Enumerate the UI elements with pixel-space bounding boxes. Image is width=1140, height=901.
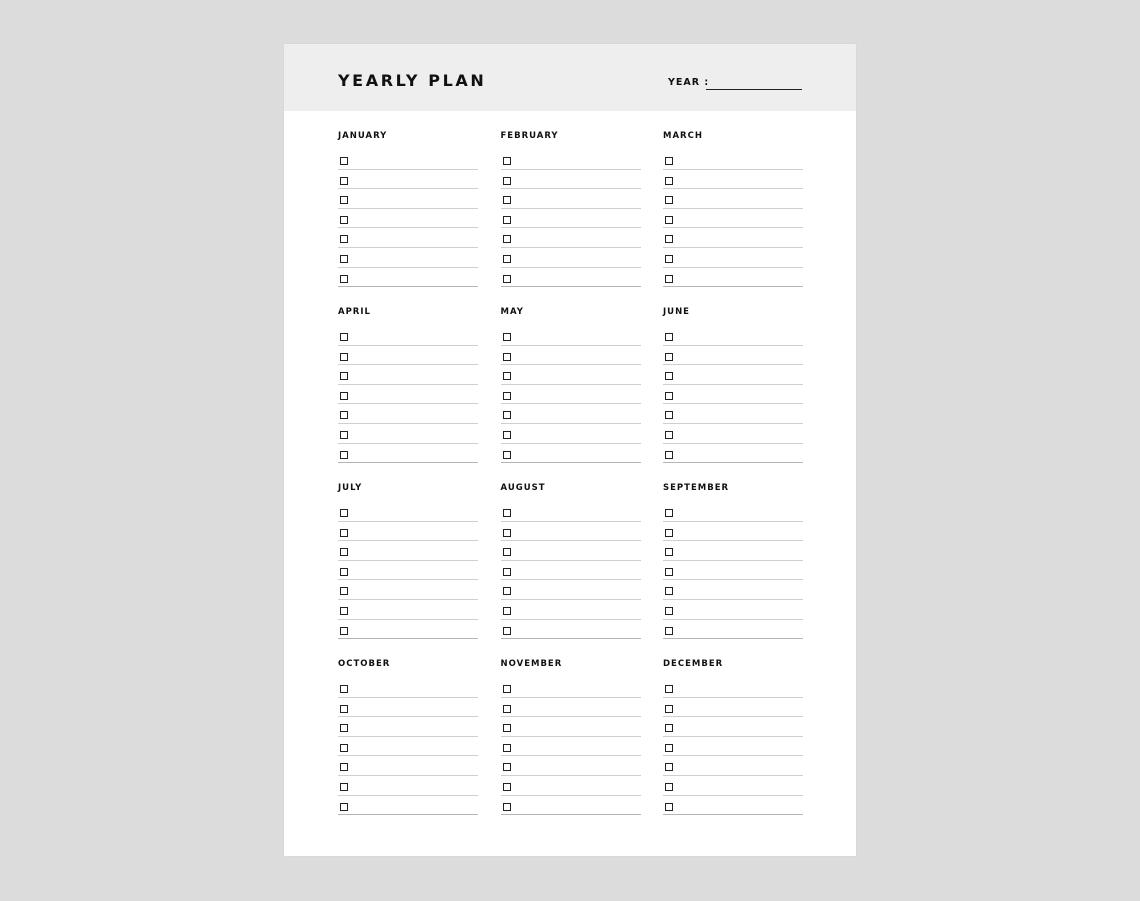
checkbox-icon[interactable] [340,177,348,185]
checkbox-icon[interactable] [503,353,511,361]
task-row[interactable] [501,346,641,366]
task-row[interactable] [663,248,803,268]
task-row[interactable] [338,404,478,424]
task-row[interactable] [501,502,641,522]
task-row[interactable] [338,346,478,366]
task-row[interactable] [501,424,641,444]
task-row[interactable] [338,522,478,542]
checkbox-icon[interactable] [665,216,673,224]
task-row[interactable] [663,580,803,600]
checkbox-icon[interactable] [503,705,511,713]
task-row[interactable] [338,248,478,268]
task-row[interactable] [663,561,803,581]
task-row[interactable] [663,346,803,366]
task-row[interactable] [501,600,641,620]
checkbox-icon[interactable] [340,783,348,791]
month-name: JANUARY [338,131,388,141]
checkbox-icon[interactable] [665,607,673,615]
task-row[interactable] [338,444,478,464]
task-row[interactable] [501,326,641,346]
task-row[interactable] [501,620,641,640]
checkbox-icon[interactable] [340,705,348,713]
task-row[interactable] [338,717,478,737]
checkbox-icon[interactable] [665,353,673,361]
checkbox-icon[interactable] [503,763,511,771]
task-row[interactable] [501,717,641,737]
month-name: FEBRUARY [500,131,559,141]
checkbox-icon[interactable] [665,333,673,341]
checkbox-icon[interactable] [503,431,511,439]
task-row[interactable] [501,737,641,757]
task-row[interactable] [663,522,803,542]
checkbox-icon[interactable] [503,196,511,204]
checkbox-icon[interactable] [665,509,673,517]
checkbox-icon[interactable] [503,627,511,635]
month-name: SEPTEMBER [663,483,730,493]
checkbox-icon[interactable] [340,411,348,419]
checkbox-icon[interactable] [665,372,673,380]
checkbox-icon[interactable] [665,705,673,713]
checkbox-icon[interactable] [503,548,511,556]
task-row[interactable] [338,541,478,561]
checkbox-icon[interactable] [340,548,348,556]
checkbox-icon[interactable] [340,724,348,732]
task-row[interactable] [663,170,803,190]
task-row[interactable] [338,796,478,816]
checkbox-icon[interactable] [340,803,348,811]
checkbox-icon[interactable] [665,568,673,576]
task-list [663,678,803,815]
month-name: DECEMBER [663,659,724,669]
task-list [338,678,478,815]
checkbox-icon[interactable] [340,627,348,635]
task-row[interactable] [501,170,641,190]
checkbox-icon[interactable] [340,587,348,595]
task-row[interactable] [663,365,803,385]
month-name: AUGUST [500,483,546,493]
checkbox-icon[interactable] [503,509,511,517]
task-row[interactable] [663,385,803,405]
checkbox-icon[interactable] [665,724,673,732]
checkbox-icon[interactable] [340,157,348,165]
month-name: MAY [500,307,524,317]
checkbox-icon[interactable] [340,333,348,341]
checkbox-icon[interactable] [665,157,673,165]
checkbox-icon[interactable] [340,607,348,615]
checkbox-icon[interactable] [340,763,348,771]
checkbox-icon[interactable] [340,431,348,439]
task-row[interactable] [338,170,478,190]
task-row[interactable] [338,756,478,776]
task-row[interactable] [663,698,803,718]
task-row[interactable] [501,522,641,542]
checkbox-icon[interactable] [340,353,348,361]
task-row[interactable] [501,385,641,405]
checkbox-icon[interactable] [503,216,511,224]
task-list [338,150,478,287]
checkbox-icon[interactable] [340,568,348,576]
task-row[interactable] [663,424,803,444]
task-row[interactable] [338,678,478,698]
task-row[interactable] [501,580,641,600]
month-name: JULY [338,483,363,493]
checkbox-icon[interactable] [665,783,673,791]
checkbox-icon[interactable] [340,216,348,224]
checkbox-icon[interactable] [503,724,511,732]
task-row[interactable] [501,796,641,816]
checkbox-icon[interactable] [665,685,673,693]
task-row[interactable] [663,756,803,776]
task-row[interactable] [501,189,641,209]
checkbox-icon[interactable] [665,431,673,439]
task-row[interactable] [501,444,641,464]
task-row[interactable] [501,404,641,424]
task-list [501,150,641,287]
checkbox-icon[interactable] [340,509,348,517]
month-name: OCTOBER [338,659,391,669]
checkbox-icon[interactable] [503,685,511,693]
task-row[interactable] [338,365,478,385]
page-title: YEARLY PLAN [338,71,487,90]
checkbox-icon[interactable] [665,627,673,635]
task-row[interactable] [663,326,803,346]
checkbox-icon[interactable] [340,196,348,204]
task-row[interactable] [501,776,641,796]
checkbox-icon[interactable] [503,529,511,537]
task-row[interactable] [338,776,478,796]
task-row[interactable] [501,228,641,248]
checkbox-icon[interactable] [340,255,348,263]
header-band [284,44,856,111]
task-row[interactable] [338,502,478,522]
task-row[interactable] [663,268,803,288]
month-name: NOVEMBER [500,659,563,669]
checkbox-icon[interactable] [665,548,673,556]
checkbox-icon[interactable] [340,372,348,380]
task-list [501,678,641,815]
checkbox-icon[interactable] [503,783,511,791]
year-label: YEAR : [668,77,710,88]
checkbox-icon[interactable] [503,333,511,341]
task-row[interactable] [501,248,641,268]
task-list [338,326,478,463]
checkbox-icon[interactable] [503,235,511,243]
checkbox-icon[interactable] [503,607,511,615]
checkbox-icon[interactable] [340,392,348,400]
checkbox-icon[interactable] [503,157,511,165]
task-row[interactable] [663,444,803,464]
task-list [663,326,803,463]
month-name: MARCH [663,131,703,141]
checkbox-icon[interactable] [503,587,511,595]
task-row[interactable] [338,209,478,229]
checkbox-icon[interactable] [665,196,673,204]
task-row[interactable] [338,228,478,248]
task-row[interactable] [338,737,478,757]
task-row[interactable] [663,228,803,248]
task-row[interactable] [663,209,803,229]
task-row[interactable] [663,600,803,620]
task-row[interactable] [663,717,803,737]
checkbox-icon[interactable] [665,451,673,459]
checkbox-icon[interactable] [340,685,348,693]
checkbox-icon[interactable] [340,275,348,283]
task-row[interactable] [338,150,478,170]
task-row[interactable] [501,150,641,170]
task-row[interactable] [338,189,478,209]
task-row[interactable] [501,678,641,698]
checkbox-icon[interactable] [503,568,511,576]
task-row[interactable] [663,776,803,796]
checkbox-icon[interactable] [340,529,348,537]
planner-sheet [284,44,856,856]
task-list [501,502,641,639]
year-field-line[interactable] [706,89,802,90]
task-list [501,326,641,463]
checkbox-icon[interactable] [340,744,348,752]
checkbox-icon[interactable] [665,803,673,811]
task-row[interactable] [338,268,478,288]
checkbox-icon[interactable] [503,803,511,811]
month-name: APRIL [338,307,371,317]
task-row[interactable] [663,737,803,757]
task-row[interactable] [338,326,478,346]
task-row[interactable] [501,541,641,561]
task-row[interactable] [501,561,641,581]
task-row[interactable] [663,502,803,522]
checkbox-icon[interactable] [503,392,511,400]
task-list [663,502,803,639]
task-list [338,502,478,639]
task-row[interactable] [663,150,803,170]
task-row[interactable] [663,620,803,640]
task-row[interactable] [338,580,478,600]
task-row[interactable] [338,698,478,718]
checkbox-icon[interactable] [665,392,673,400]
checkbox-icon[interactable] [665,275,673,283]
checkbox-icon[interactable] [503,177,511,185]
checkbox-icon[interactable] [665,763,673,771]
checkbox-icon[interactable] [503,411,511,419]
task-row[interactable] [338,600,478,620]
checkbox-icon[interactable] [665,587,673,595]
checkbox-icon[interactable] [665,411,673,419]
task-row[interactable] [338,424,478,444]
checkbox-icon[interactable] [665,235,673,243]
checkbox-icon[interactable] [665,255,673,263]
task-row[interactable] [501,365,641,385]
checkbox-icon[interactable] [503,275,511,283]
task-row[interactable] [338,620,478,640]
task-list [663,150,803,287]
checkbox-icon[interactable] [503,255,511,263]
task-row[interactable] [338,561,478,581]
checkbox-icon[interactable] [503,451,511,459]
task-row[interactable] [501,209,641,229]
checkbox-icon[interactable] [503,372,511,380]
task-row[interactable] [663,796,803,816]
task-row[interactable] [501,268,641,288]
task-row[interactable] [338,385,478,405]
task-row[interactable] [663,541,803,561]
task-row[interactable] [663,404,803,424]
checkbox-icon[interactable] [340,451,348,459]
task-row[interactable] [663,189,803,209]
task-row[interactable] [663,678,803,698]
checkbox-icon[interactable] [665,177,673,185]
checkbox-icon[interactable] [665,744,673,752]
checkbox-icon[interactable] [503,744,511,752]
month-name: JUNE [663,307,690,317]
task-row[interactable] [501,756,641,776]
checkbox-icon[interactable] [665,529,673,537]
checkbox-icon[interactable] [340,235,348,243]
task-row[interactable] [501,698,641,718]
